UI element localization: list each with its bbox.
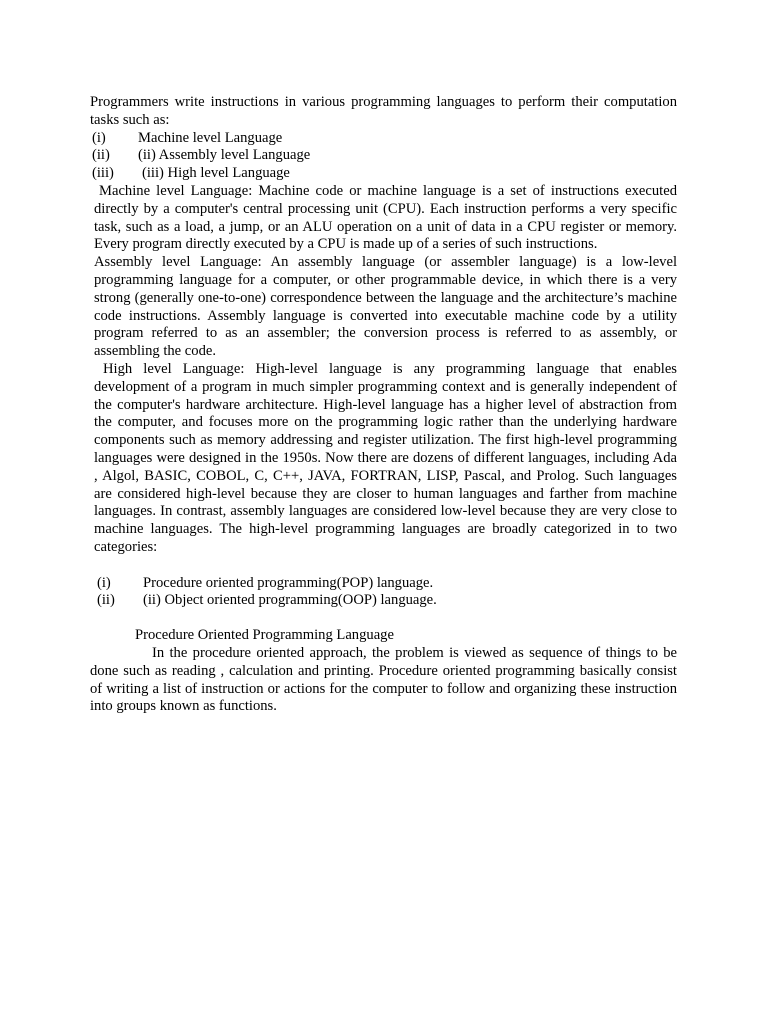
- list-item-text: (iii) High level Language: [142, 165, 290, 182]
- list-item: [90, 575, 677, 593]
- assembly-language-paragraph: Assembly level Language: An assembly language (or assembler language) is a low-level programming language for a computer, or other programmable device, in which there is a very strong (generally one-to-one) correspondence between the language and the architecture’s machine code instructions. Assembly language is converted into executable machine code by a utility program referred to as an assembler; the conversion process is referred to as assembly, or assembling the code.: [94, 254, 677, 360]
- machine-language-paragraph: Machine level Language: Machine code or machine language is a set of instructions executed directly by a computer's central processing unit (CPU). Each instruction performs a very specific task, such as a load, a jump, or an ALU operation on a unit of data in a CPU register or memory. Every program directly executed by a CPU is made up of a series of such instructions.: [94, 182, 677, 253]
- category-list: [90, 575, 677, 611]
- list-item-number: (i): [97, 574, 111, 591]
- intro-paragraph: Programmers write instructions in various programming languages to perform their computation tasks such as:: [90, 94, 677, 128]
- language-list: [90, 130, 677, 183]
- list-item: [90, 165, 677, 183]
- list-item: [90, 130, 677, 148]
- list-item-text: (ii) Object oriented programming(OOP) language.: [143, 592, 437, 609]
- list-item-number: (iii): [92, 165, 114, 182]
- list-item-number: (ii): [97, 592, 115, 609]
- pop-paragraph: In the procedure oriented approach, the problem is viewed as sequence of things to be done such as reading , calculation and printing. Procedure oriented programming basically consist of writing a list of instruction or actions for the computer to follow and organizing these instruction into groups known as functions.: [90, 644, 677, 715]
- list-item-text: Machine level Language: [138, 129, 283, 146]
- list-item: [90, 592, 677, 610]
- high-level-language-paragraph: High level Language: High-level language is any programming language that enables development of a program in much simpler programming context and is generally independent of the computer's hardware architecture. High-level language has a higher level of abstraction from the computer, and focuses more on the programming logic rather than the underlying hardware components such as memory addressing and register utilization. The first high-level programming languages were designed in the 1950s. Now there are dozens of different languages, including Ada , Algol, BASIC, COBOL, C, C++, JAVA, FORTRAN, LISP, Pascal, and Prolog. Such languages are considered high-level because they are closer to human languages and farther from machine languages. In contrast, assembly languages are considered low-level because they are very close to machine languages. The high-level programming languages are broadly categorized in to two categories:: [94, 360, 677, 555]
- list-item-text: Procedure oriented programming(POP) language.: [143, 574, 434, 591]
- list-item-number: (ii): [92, 147, 110, 164]
- list-item-number: (i): [92, 129, 106, 146]
- document-page: [90, 94, 677, 716]
- list-item-text: (ii) Assembly level Language: [138, 147, 311, 164]
- list-item: [90, 147, 677, 165]
- pop-heading: Procedure Oriented Programming Language: [135, 627, 394, 644]
